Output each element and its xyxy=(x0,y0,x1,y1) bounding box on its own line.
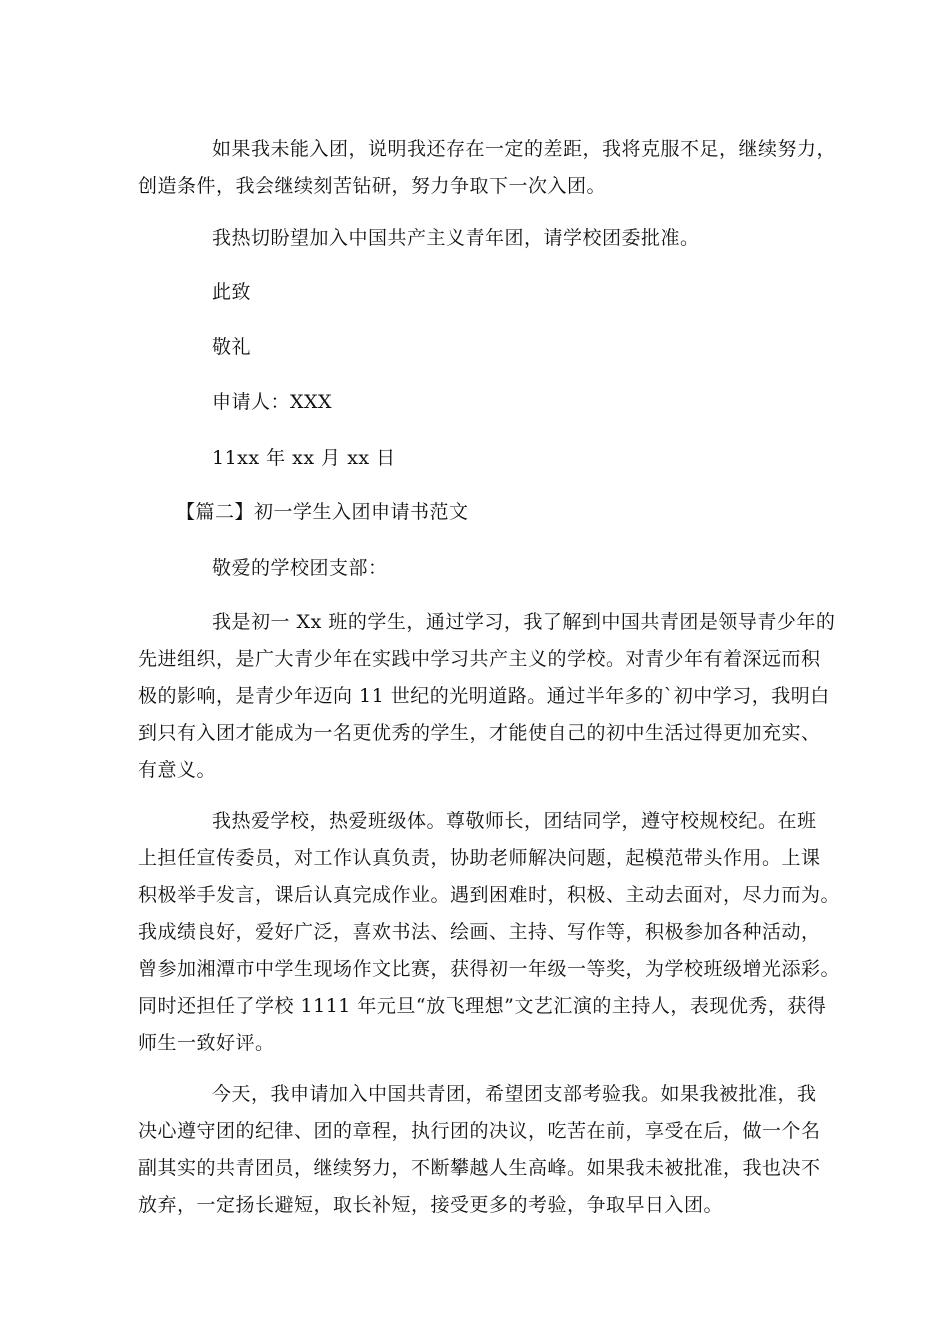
paragraph-line: 我热切盼望加入中国共产主义青年团，请学校团委批准。 xyxy=(212,227,700,249)
paragraph-line: 上担任宣传委员，对工作认真负责，协助老师解决问题，起模范带头作用。上课 xyxy=(138,847,821,869)
paragraph-line: 我成绩良好，爱好广泛，喜欢书法、绘画、主持、写作等，积极参加各种活动， xyxy=(138,921,821,943)
paragraph-line: 创造条件，我会继续刻苦钻研，努力争取下一次入团。 xyxy=(138,175,607,197)
applicant-line: 申请人：XXX xyxy=(212,391,333,413)
paragraph-line: 我热爱学校，热爱班级体。尊敬师长，团结同学，遵守校规校纪。在班 xyxy=(212,810,817,832)
paragraph-line: 积极举手发言，课后认真完成作业。遇到困难时，积极、主动去面对，尽力而为。 xyxy=(138,884,841,906)
paragraph-line: 先进组织，是广大青少年在实践中学习共产主义的学校。对青少年有着深远而积 xyxy=(138,648,821,670)
closing-line: 敬礼 xyxy=(212,336,252,358)
paragraph-line: 决心遵守团的纪律、团的章程，执行团的决议，吃苦在前，享受在后，做一个名 xyxy=(138,1120,821,1142)
paragraph-line: 放弃，一定扬长避短，取长补短，接受更多的考验，争取早日入团。 xyxy=(138,1194,724,1216)
closing-line: 此致 xyxy=(212,281,252,303)
paragraph-line: 有意义。 xyxy=(138,759,217,781)
paragraph-line: 同时还担任了学校 1111 年元旦“放飞理想”文艺汇演的主持人，表现优秀，获得 xyxy=(138,995,827,1017)
paragraph-line: 到只有入团才能成为一名更优秀的学生，才能使自己的初中生活过得更加充实、 xyxy=(138,722,821,744)
paragraph-line: 极的影响，是青少年迈向 11 世纪的光明道路。通过半年多的`初中学习，我明白 xyxy=(138,685,830,707)
paragraph-line: 如果我未能入团，说明我还存在一定的差距，我将克服不足，继续努力， xyxy=(212,138,837,160)
paragraph-line: 我是初一 Xx 班的学生，通过学习，我了解到中国共青团是领导青少年的 xyxy=(212,611,836,633)
section-title: 【篇二】初一学生入团申请书范文 xyxy=(176,501,469,523)
paragraph-line: 副其实的共青团员，继续努力，不断攀越人生高峰。如果我未被批准，我也决不 xyxy=(138,1157,821,1179)
paragraph-line: 今天，我申请加入中国共青团，希望团支部考验我。如果我被批准，我 xyxy=(212,1083,817,1105)
date-line: 11xx 年 xx 月 xx 日 xyxy=(212,447,396,469)
paragraph-line: 师生一致好评。 xyxy=(138,1032,275,1054)
paragraph-line: 曾参加湘潭市中学生现场作文比赛，获得初一年级一等奖，为学校班级增光添彩。 xyxy=(138,958,841,980)
salutation: 敬爱的学校团支部： xyxy=(212,557,388,579)
